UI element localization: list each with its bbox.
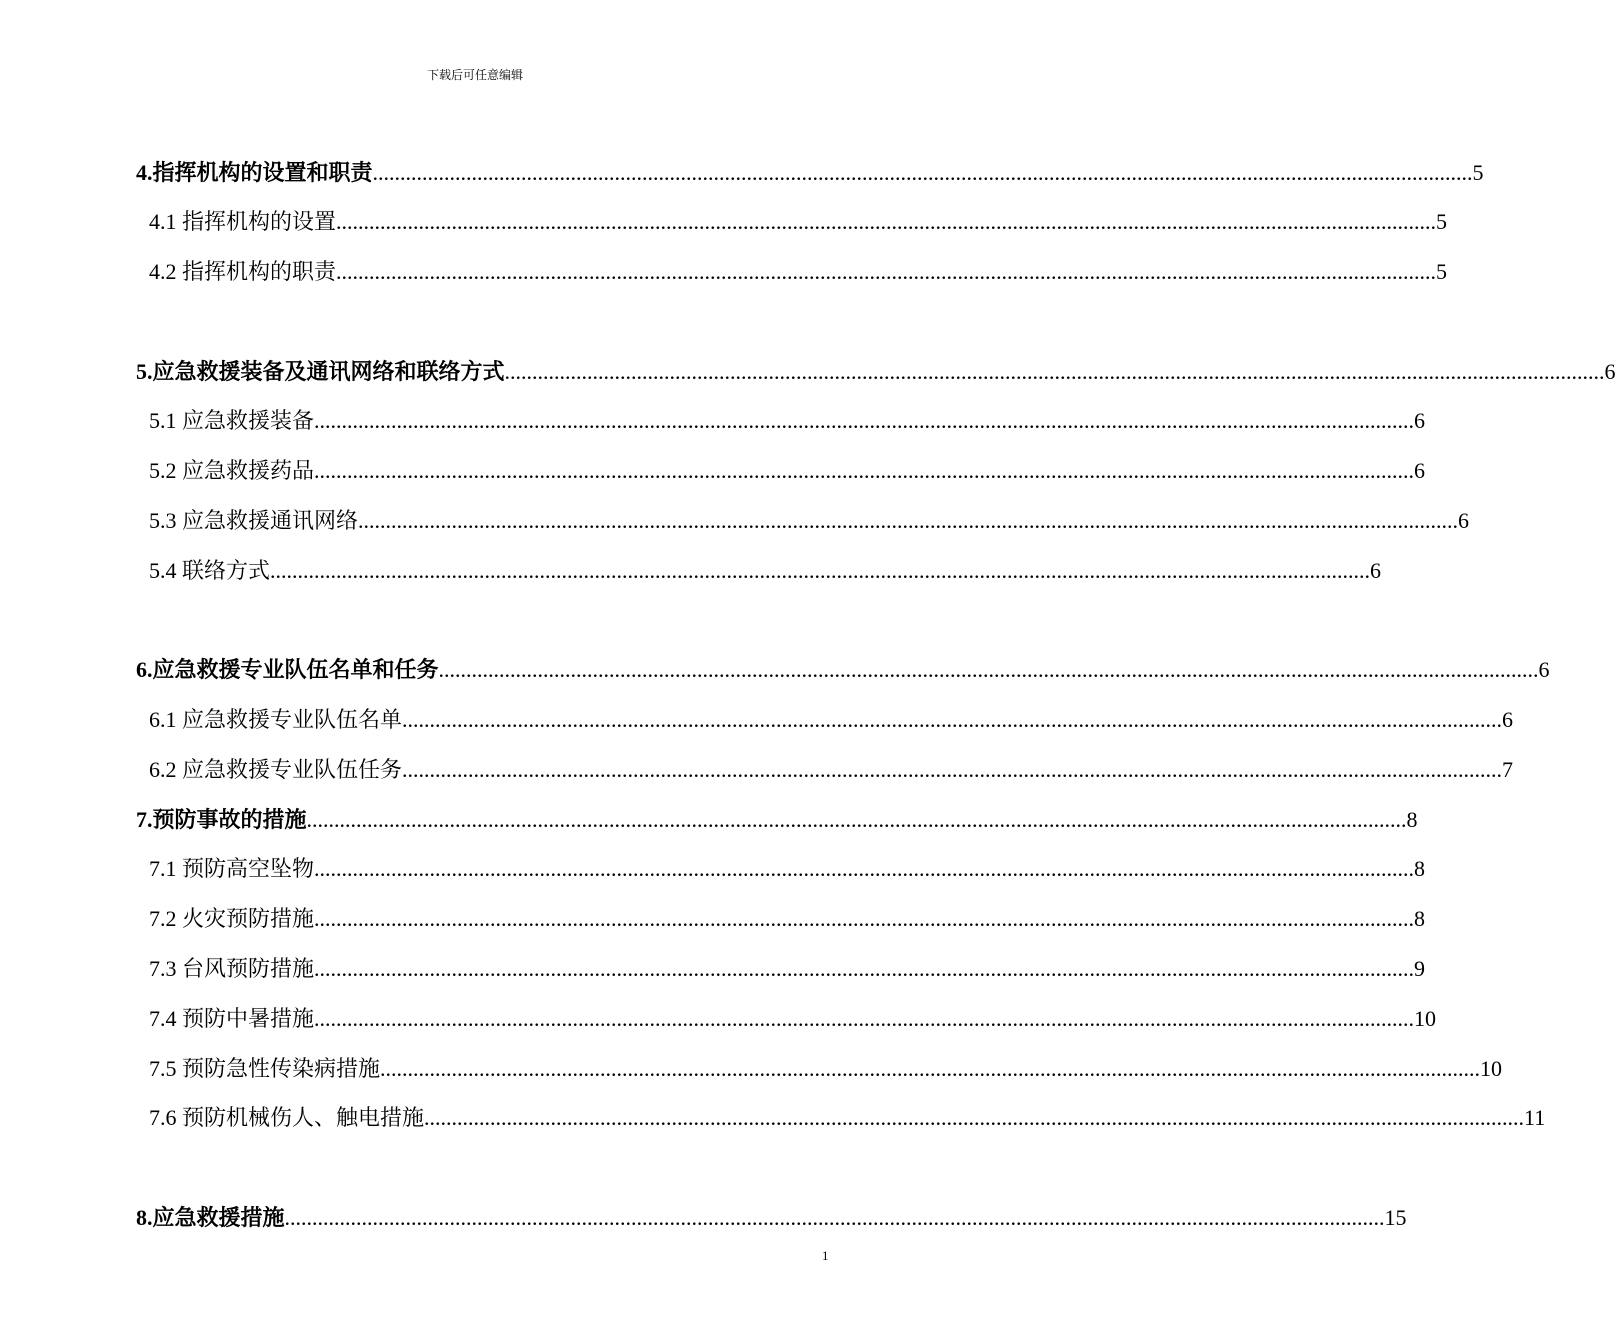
toc-page: 11: [1524, 1105, 1546, 1130]
page-number: 1: [822, 1248, 829, 1263]
toc-title: 4.指挥机构的设置和职责: [136, 160, 373, 185]
toc-leader: ........................................................................................................................................................................................................: [314, 458, 1415, 483]
toc-entry-7[interactable]: [136, 805, 1418, 835]
toc-title: 7.4 预防中暑措施: [149, 1006, 315, 1031]
toc-leader: ........................................................................................................................................................................................................: [380, 1056, 1481, 1081]
toc-page: 5: [1436, 259, 1448, 284]
toc-leader: ........................................................................................................................................................................................................: [402, 707, 1503, 732]
toc-entry-6-2[interactable]: [149, 755, 1514, 785]
toc-entry-7-5[interactable]: [149, 1054, 1503, 1084]
toc-leader: ........................................................................................................................................................................................................: [438, 657, 1539, 682]
toc-entry-5-3[interactable]: [149, 506, 1470, 536]
toc-title: 5.1 应急救援装备: [149, 408, 315, 433]
toc-page: 10: [1414, 1006, 1437, 1031]
toc-page: 10: [1480, 1056, 1503, 1081]
toc-leader: ........................................................................................................................................................................................................: [372, 160, 1473, 185]
toc-title: 6.1 应急救援专业队伍名单: [149, 707, 403, 732]
toc-entry-6[interactable]: [136, 655, 1550, 685]
toc-leader: ........................................................................................................................................................................................................: [284, 1205, 1385, 1230]
toc-page: 6: [1458, 508, 1470, 533]
toc-entry-4[interactable]: [136, 158, 1484, 188]
toc-entry-7-2[interactable]: [149, 904, 1426, 934]
toc-page: 15: [1384, 1205, 1407, 1230]
toc-leader: ........................................................................................................................................................................................................: [504, 359, 1605, 384]
toc-page: 5: [1472, 160, 1484, 185]
toc-title: 6.2 应急救援专业队伍任务: [149, 757, 403, 782]
toc-entry-8[interactable]: [136, 1203, 1407, 1233]
toc-page: 6: [1604, 359, 1616, 384]
toc-page: 8: [1414, 856, 1426, 881]
toc-entry-7-6[interactable]: [149, 1103, 1546, 1133]
toc-title: 4.2 指挥机构的职责: [149, 259, 337, 284]
toc-entry-5-2[interactable]: [149, 456, 1426, 486]
toc-entry-7-1[interactable]: [149, 854, 1426, 884]
toc-page: 6: [1370, 558, 1382, 583]
toc-entry-7-4[interactable]: [149, 1004, 1437, 1034]
toc-title: 8.应急救援措施: [136, 1205, 285, 1230]
toc-page: 9: [1414, 956, 1426, 981]
toc-page: 6: [1502, 707, 1514, 732]
toc-entry-4-2[interactable]: [149, 257, 1448, 287]
toc-entry-6-1[interactable]: [149, 705, 1514, 735]
toc-page: 8: [1406, 807, 1418, 832]
toc-leader: ........................................................................................................................................................................................................: [314, 856, 1415, 881]
toc-title: 7.5 预防急性传染病措施: [149, 1056, 381, 1081]
toc-leader: ........................................................................................................................................................................................................: [314, 408, 1415, 433]
toc-leader: ........................................................................................................................................................................................................: [336, 259, 1437, 284]
toc-title: 6.应急救援专业队伍名单和任务: [136, 657, 439, 682]
toc-page: 5: [1436, 209, 1448, 234]
toc-title: 7.3 台风预防措施: [149, 956, 315, 981]
toc-entry-5-1[interactable]: [149, 406, 1426, 436]
toc-leader: ........................................................................................................................................................................................................: [270, 558, 1371, 583]
toc-entry-5-4[interactable]: [149, 556, 1382, 586]
toc-title: 4.1 指挥机构的设置: [149, 209, 337, 234]
toc-page: 6: [1414, 458, 1426, 483]
toc-page: 8: [1414, 906, 1426, 931]
toc-leader: ........................................................................................................................................................................................................: [314, 906, 1415, 931]
page-header: 下载后可任意编辑: [426, 68, 523, 82]
toc-title: 7.6 预防机械伤人、触电措施: [149, 1105, 425, 1130]
toc-leader: ........................................................................................................................................................................................................: [336, 209, 1437, 234]
toc-entry-7-3[interactable]: [149, 954, 1426, 984]
toc-leader: ........................................................................................................................................................................................................: [424, 1105, 1525, 1130]
toc-title: 7.1 预防高空坠物: [149, 856, 315, 881]
toc-title: 5.应急救援装备及通讯网络和联络方式: [136, 359, 505, 384]
toc-title: 5.2 应急救援药品: [149, 458, 315, 483]
toc-leader: ........................................................................................................................................................................................................: [306, 807, 1407, 832]
toc-page: 6: [1414, 408, 1426, 433]
toc-leader: ........................................................................................................................................................................................................: [358, 508, 1459, 533]
toc-title: 7.预防事故的措施: [136, 807, 307, 832]
toc-page: 7: [1502, 757, 1514, 782]
toc-title: 5.4 联络方式: [149, 558, 271, 583]
toc-leader: ........................................................................................................................................................................................................: [314, 956, 1415, 981]
toc-leader: ........................................................................................................................................................................................................: [314, 1006, 1415, 1031]
toc-leader: ........................................................................................................................................................................................................: [402, 757, 1503, 782]
toc-title: 5.3 应急救援通讯网络: [149, 508, 359, 533]
toc-entry-4-1[interactable]: [149, 207, 1448, 237]
toc-title: 7.2 火灾预防措施: [149, 906, 315, 931]
toc-page: 6: [1538, 657, 1550, 682]
toc-entry-5[interactable]: [136, 357, 1616, 387]
